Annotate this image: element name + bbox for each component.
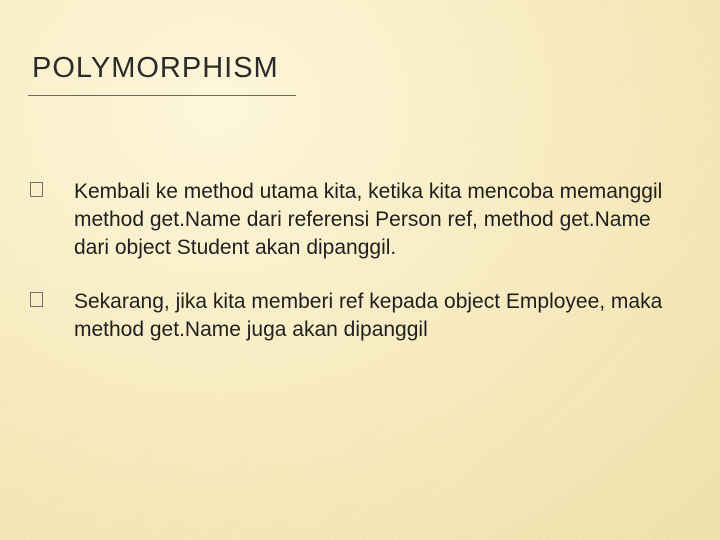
bullet-list bbox=[30, 178, 690, 370]
bullet-item bbox=[30, 288, 690, 344]
bullet-text: Sekarang, jika kita memberi ref kepada object Employee, maka method get.Name juga akan dipanggil bbox=[74, 290, 663, 341]
bullet-text: Kembali ke method utama kita, ketika kita mencoba memanggil method get.Name dari referensi Person ref, method get.Name dari object Student akan dipanggil. bbox=[74, 180, 663, 259]
bullet-box-icon bbox=[30, 292, 43, 307]
bullet-item bbox=[30, 178, 690, 262]
bullet-box-icon bbox=[30, 182, 43, 197]
slide-title: POLYMORPHISM bbox=[32, 52, 279, 84]
title-underline bbox=[28, 95, 296, 96]
